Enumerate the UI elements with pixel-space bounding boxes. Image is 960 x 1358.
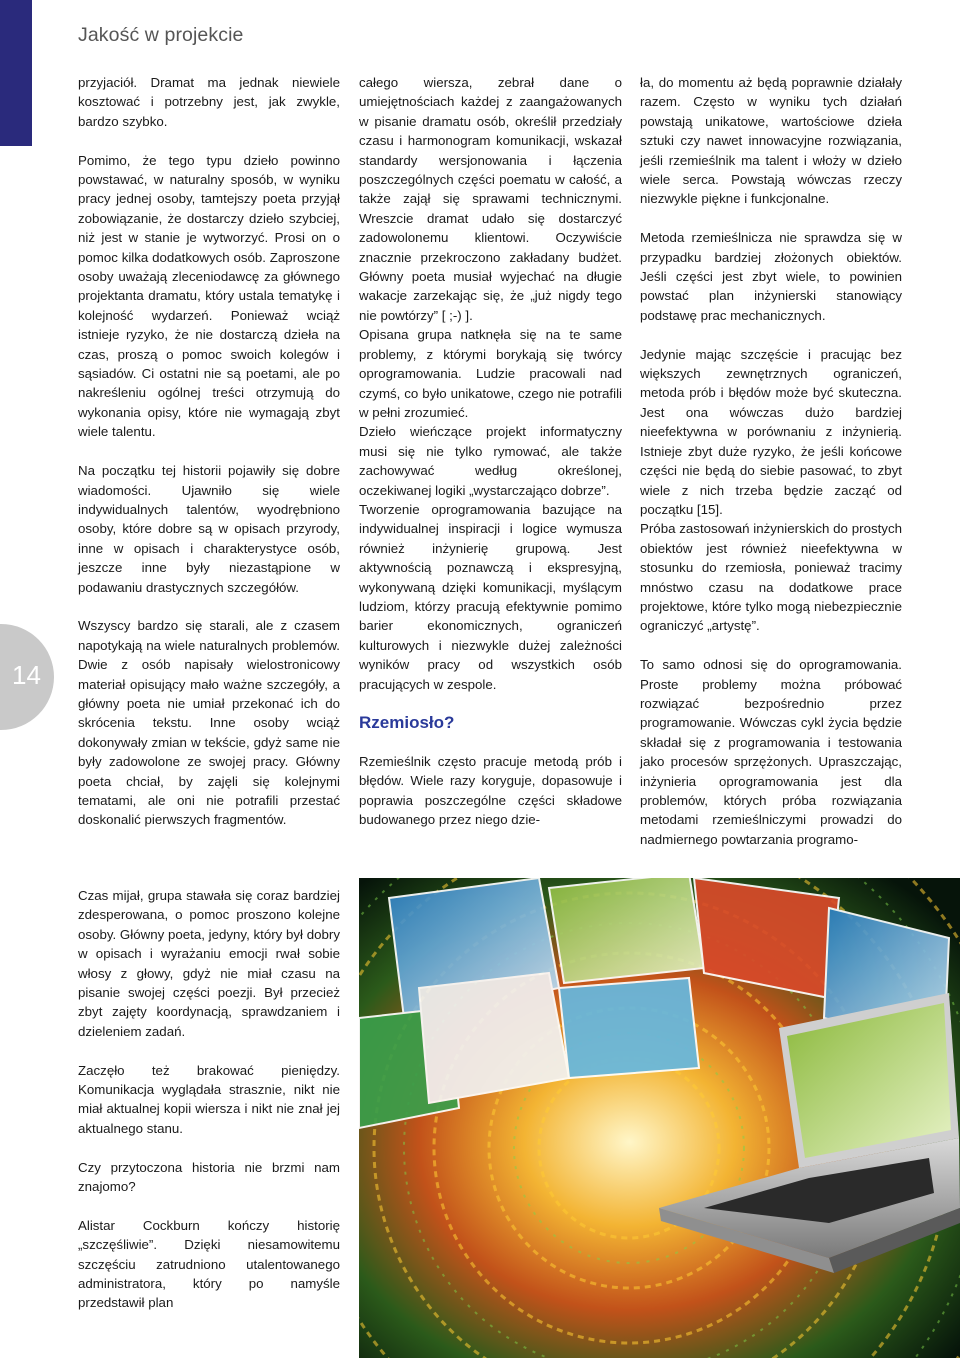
laptop-illustration bbox=[359, 878, 960, 1358]
laptop-image bbox=[359, 878, 960, 1358]
paragraph: Jedynie mając szczęście i pracując bez większych zewnętrznych ograniczeń, metoda prób i błędów może być skuteczna. Jest ona wówczas dużo bardziej nieefektywna w porównaniu z inżynierią. Istnieje zbyt duże ryzyko, że jeśli końcowe części nie będą do siebie pasować, to zbyt wiele z nich trzeba będzie zacząć od początku [15]. bbox=[640, 346, 902, 517]
page-number: 14 bbox=[12, 660, 41, 690]
column-1-bottom bbox=[78, 886, 340, 1313]
paragraph: Opisana grupa natknęła się na te same problemy, z którymi borykają się twórcy oprogramowania. Ludzie pracowali nad czymś, co było unikatowe, czego nie potrafili w pełni zrozumieć. bbox=[359, 327, 622, 420]
page-header-title: Jakość w projekcie bbox=[78, 24, 244, 46]
paragraph: Dzieło wieńczące projekt informatyczny musi się nie tylko rymować, ale także zachowywać według określonej, oczekiwanej logiki „wystarczająco dobrze”. bbox=[359, 424, 622, 498]
paragraph: Metoda rzemieślnicza nie sprawdza się w przypadku bardziej złożonych obiektów. Jeśli części jest zbyt wiele, to powinien powstać plan inżynierski stanowiący podstawę prac mechanicznych. bbox=[640, 230, 902, 323]
paragraph: Czy przytoczona historia nie brzmi nam znajomo? bbox=[78, 1159, 340, 1195]
paragraph: Rzemieślnik często pracuje metodą prób i błędów. Wiele razy koryguje, dopasowuje i poprawia poszczególne części składowe budowanego przez niego dzie- bbox=[359, 753, 622, 828]
paragraph: Zaczęło też brakować pieniędzy. Komunikacja wyglądała strasznie, nikt nie miał aktualnej kopii wiersza i nikt nie znał jej aktualnego stanu. bbox=[78, 1062, 340, 1136]
column-2 bbox=[359, 73, 622, 829]
column-3 bbox=[640, 73, 902, 849]
paragraph: Alistar Cockburn kończy historię „szczęśliwie”. Dzięki niesamowitemu szczęściu zatrudniono utalentowanego administratora, który po namyśle przedstawił plan bbox=[78, 1217, 340, 1311]
paragraph: Czas mijał, grupa stawała się coraz bardziej zdesperowana, o pomoc proszono kolejne osoby. Główny poeta, jedyny, który był dobry w opisach i wyrażaniu emocji rwał sobie włosy z głowy, gdyż nie miał czasu na pisanie swojej części poezji. Był przecież zbyt zajęty koordynacją, sprawdzaniem i dzieleniem zadań. bbox=[78, 888, 340, 1039]
column-1-top bbox=[78, 73, 340, 830]
paragraph: Tworzenie oprogramowania bazujące na indywidualnej inspiracji i logice wymusza również inżynierię grupową. Jest aktywnością poznawczą i ekspresyjną, wykonywaną dzięki komunikacji, myślącym ludziom, którzy pracują efektywnie pomimo barier ekonomicznych, ograniczeń kulturowych i niezwykle dużej zależności wyników pracy od wszystkich osób pracujących w zespole. bbox=[359, 501, 622, 692]
section-heading: Rzemiosło? bbox=[359, 713, 455, 733]
paragraph: Próba zastosowań inżynierskich do prostych obiektów jest również nieefektywna w stosunku do rzemiosła, ponieważ tracimy mnóstwo czasu na dodatkowe prace projektowe, które tylko mogą niebezpiecznie ograniczyć „artystę”. bbox=[640, 521, 902, 634]
left-accent-bar bbox=[0, 0, 32, 146]
paragraph: Pomimo, że tego typu dzieło powinno powstawać, w naturalny sposób, w wyniku pracy jednej osoby, tamtejszy poeta przyjął zobowiązanie, że dostarczy dzieło szybciej, niż jest w stanie je wytworzyć. Prosi on o pomoc kilka dodatkowych osób. Zaproszone osoby uważają zleceniodawcę za głównego projektanta dramatu, który ustala tematykę i kolejność wydarzeń. Ponieważ wciąż istnieje ryzyko, że nie dostarczą dzieła na czas, proszą o pomoc swoich kolegów i sąsiadów. Ci ostatni nie są poetami, ale po nakreśleniu ogólnej treści otrzymują do wykonania opisy, które nie wymagają zbyt wiele talentu. bbox=[78, 152, 340, 440]
paragraph: Na początku tej historii pojawiły się dobre wiadomości. Ujawniło się wiele indywidualnych talentów, wyodrębniono osoby, które dobre są w opisach przyrody, inne w opisach i charakterystyce osób, jeszcze inne były niezastąpione w podawaniu drastycznych szczegółów. bbox=[78, 463, 340, 595]
paragraph: całego wiersza, zebrał dane o umiejętnościach każdej z zaangażowanych w pisanie dramatu osób, określił przedziały czasu i harmonogram komunikacji, wskazał standardy wersjonowania i łączenia poszczególnych części poematu w całość, a także zajął się sprawami technicznymi. Wreszcie dramat udało się dostarczyć zadowolonemu klientowi. Oczywiście znacznie przekroczono zakładany budżet. Główny poeta musiał wyjechać na długie wakacje zarzekając się, że „już nigdy tego nie powtórzy” [ ;-) ]. bbox=[359, 75, 622, 323]
paragraph: przyjaciół. Dramat ma jednak niewiele kosztować i potrzebny jest, jak zwykle, bardzo szybko. bbox=[78, 75, 340, 129]
paragraph: Wszyscy bardzo się starali, ale z czasem napotykają na wiele naturalnych problemów. Dwie z osób napisały wielostronicowy materiał opisujący mało ważne szczegóły, a główny poeta nie umiał przekonać ich do skrócenia tekstu. Inne osoby wciąż dokonywały zmian w tekście, gdyż same nie były zadowolone ze swojej pracy. Główny poeta chciał, by zajęli się kolejnymi tematami, ale oni nie potrafili przestać doskonalić pierwszych fragmentów. bbox=[78, 618, 340, 828]
paragraph: To samo odnosi się do oprogramowania. Proste problemy można próbować rozwiązać bezpośrednio przez programowanie. Wówczas cykl życia będzie składał się z programowania i testowania jako procesów sprzężonych. Upraszczając, inżynieria oprogramowania jest dla problemów, których próba rozwiązania metodami rzemieślniczymi prowadzi do nadmiernego powtarzania programo- bbox=[640, 657, 902, 847]
paragraph: ła, do momentu aż będą poprawnie działały razem. Często w wyniku tych działań powstają unikatowe, wartościowe dzieła sztuki czy nawet innowacyjne rozwiązania, jeśli rzemieślnik ma talent i włoży w dzieło wiele serca. Powstają wówczas rzeczy niezwykle piękne i funkcjonalne. bbox=[640, 75, 902, 207]
